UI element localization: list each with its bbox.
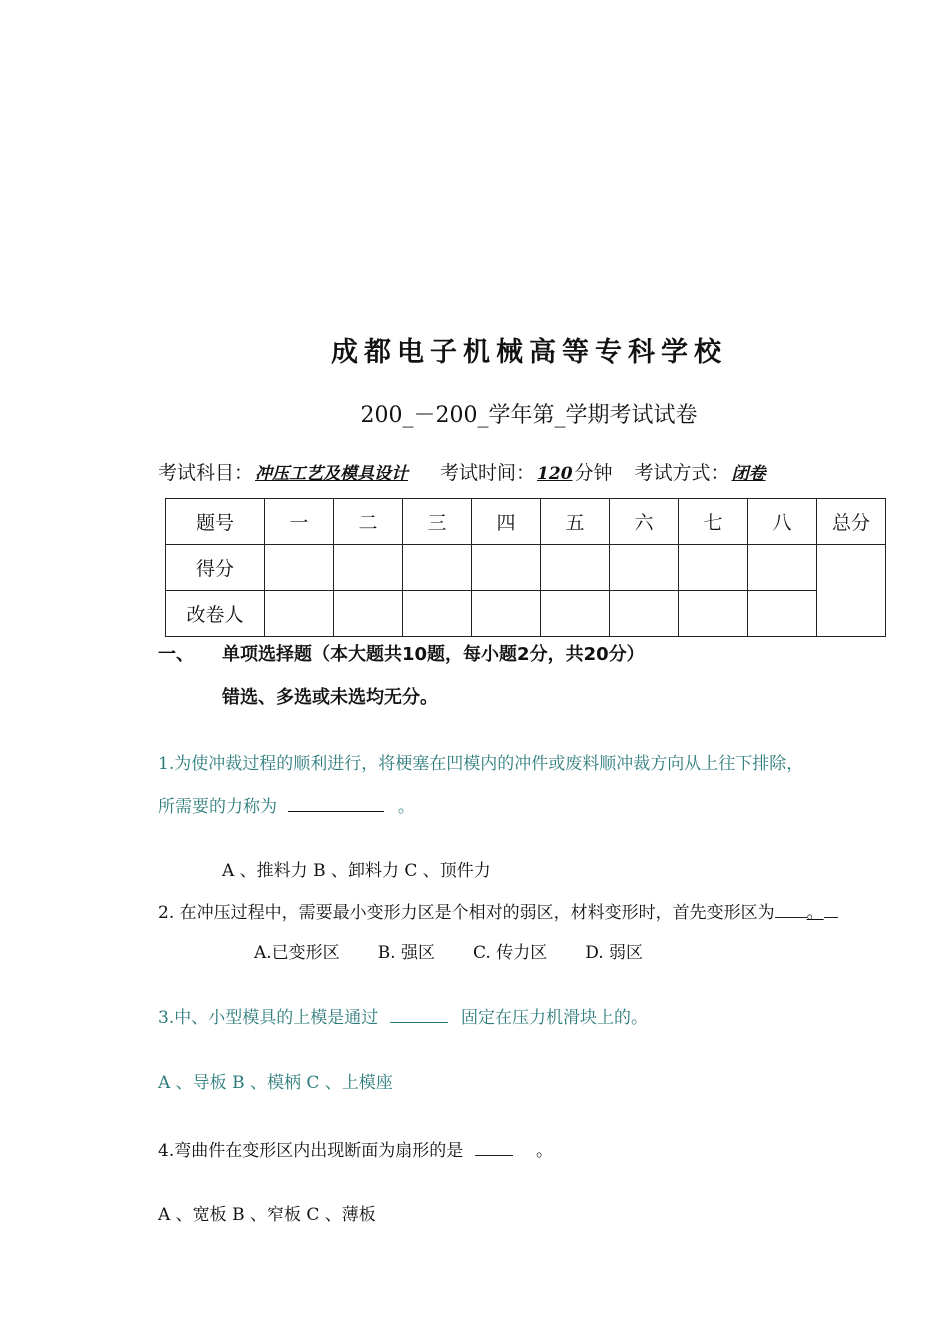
score-table bbox=[165, 498, 886, 637]
exam-title: 200_－200_学年第_学期考试试卷 bbox=[360, 403, 698, 428]
question-3-prefix: 3.中、小型模具的上模是通过 bbox=[158, 1008, 379, 1028]
question-3-options: A 、导板 B 、模柄 C 、上模座 bbox=[158, 1073, 393, 1093]
score-cell bbox=[472, 545, 541, 591]
table-header-cell: 题号 bbox=[166, 499, 265, 545]
grader-cell bbox=[679, 591, 748, 637]
school-title: 成都电子机械高等专科学校 bbox=[331, 337, 727, 368]
subject-label: 考试科目： bbox=[158, 462, 254, 484]
table-header-cell: 八 bbox=[748, 499, 817, 545]
grader-cell bbox=[541, 591, 610, 637]
question-2-text: 2. 在冲压过程中，需要最小变形力区是个相对的弱区，材料变形时，首先变形区为 bbox=[158, 903, 775, 923]
score-cell bbox=[541, 545, 610, 591]
question-2-line bbox=[158, 898, 838, 923]
answer-blank bbox=[475, 1155, 513, 1156]
grader-row bbox=[166, 591, 886, 637]
row-label: 改卷人 bbox=[166, 591, 265, 637]
section-number: 一、 bbox=[158, 644, 194, 665]
table-header-cell: 五 bbox=[541, 499, 610, 545]
score-table-header-row bbox=[166, 499, 886, 545]
grader-cell bbox=[472, 591, 541, 637]
mode-value: 闭卷 bbox=[731, 464, 766, 484]
time-label: 考试时间： bbox=[440, 462, 536, 484]
score-cell bbox=[748, 545, 817, 591]
question-1-prefix: 所需要的力称为 bbox=[158, 797, 277, 817]
section-heading bbox=[158, 640, 645, 666]
question-4-options: A 、宽板 B 、窄板 C 、薄板 bbox=[158, 1205, 376, 1225]
question-3-suffix: 固定在压力机滑块上的。 bbox=[461, 1008, 649, 1028]
time-unit: 分钟 bbox=[574, 462, 613, 484]
question-4-line bbox=[158, 1136, 553, 1161]
question-1-line2 bbox=[158, 792, 415, 817]
section-note: 错选、多选或未选均无分。 bbox=[222, 687, 438, 708]
answer-blank bbox=[775, 917, 807, 918]
table-header-cell: 总分 bbox=[817, 499, 886, 545]
question-1-suffix: 。 bbox=[397, 797, 415, 817]
grader-cell bbox=[403, 591, 472, 637]
answer-blank-tail bbox=[824, 917, 838, 918]
mode-label: 考试方式： bbox=[634, 462, 730, 484]
table-header-cell: 一 bbox=[265, 499, 334, 545]
score-cell bbox=[334, 545, 403, 591]
option-b: B. 强区 bbox=[377, 943, 435, 963]
table-header-cell: 七 bbox=[679, 499, 748, 545]
question-3-line bbox=[158, 1003, 648, 1028]
exam-info-line bbox=[158, 458, 768, 485]
question-2-suffix: 。 bbox=[806, 903, 824, 923]
score-cell bbox=[610, 545, 679, 591]
question-1-text: 1.为使冲裁过程的顺利进行，将梗塞在凹模内的冲件或废料顺冲裁方向从上往下排除， bbox=[158, 754, 804, 774]
total-score-cell bbox=[817, 545, 886, 637]
option-a: A.已变形区 bbox=[254, 943, 340, 963]
section-title: 单项选择题（本大题共10题，每小题2分，共20分） bbox=[222, 644, 645, 665]
grader-cell bbox=[334, 591, 403, 637]
table-header-cell: 二 bbox=[334, 499, 403, 545]
grader-cell bbox=[265, 591, 334, 637]
grader-cell bbox=[610, 591, 679, 637]
option-d: D. 弱区 bbox=[585, 943, 644, 963]
score-row bbox=[166, 545, 886, 591]
score-cell bbox=[265, 545, 334, 591]
table-header-cell: 六 bbox=[610, 499, 679, 545]
option-c: C. 传力区 bbox=[473, 943, 548, 963]
question-1-options: A 、推料力 B 、卸料力 C 、顶件力 bbox=[222, 861, 491, 881]
time-value: 120 bbox=[537, 464, 573, 484]
question-4-prefix: 4.弯曲件在变形区内出现断面为扇形的是 bbox=[158, 1141, 464, 1161]
score-cell bbox=[403, 545, 472, 591]
question-2-options bbox=[254, 938, 643, 963]
row-label: 得分 bbox=[166, 545, 265, 591]
question-4-suffix: 。 bbox=[536, 1141, 554, 1161]
grader-cell bbox=[748, 591, 817, 637]
answer-blank bbox=[288, 811, 384, 812]
subject-value: 冲压工艺及模具设计 bbox=[255, 464, 409, 484]
answer-blank bbox=[390, 1022, 448, 1023]
score-cell bbox=[679, 545, 748, 591]
table-header-cell: 三 bbox=[403, 499, 472, 545]
table-header-cell: 四 bbox=[472, 499, 541, 545]
